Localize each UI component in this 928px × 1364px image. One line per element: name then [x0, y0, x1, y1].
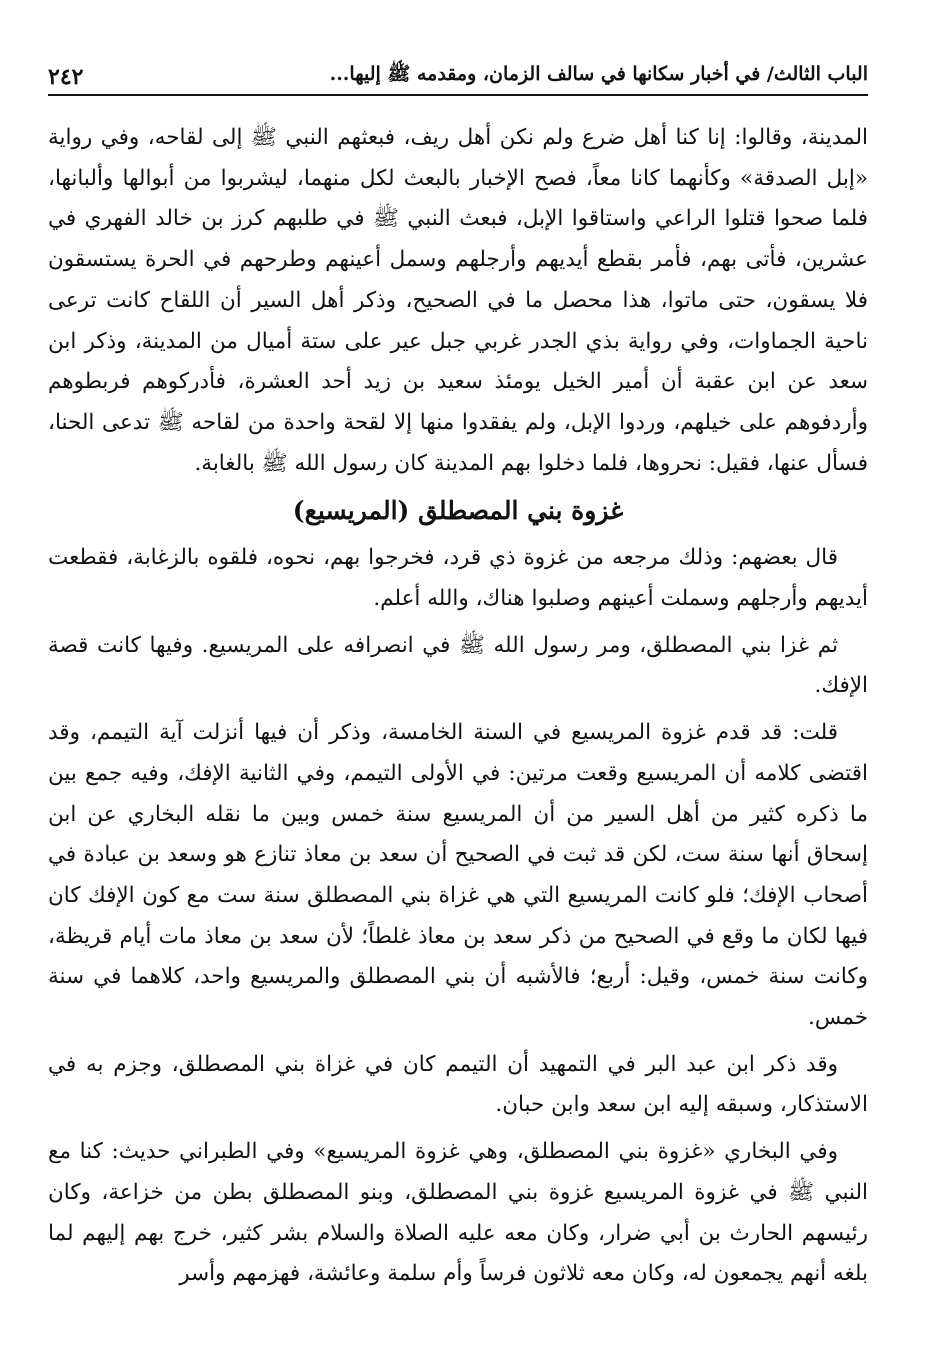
paragraph-2: قال بعضهم: وذلك مرجعه من غزوة ذي قرد، فخرجوا بهم، نحوه، فلقوه بالزغابة، فقطعت أيديهم وأرجلهم وسملت أعينهم وصلبوا هناك، والله أعلم.: [48, 545, 868, 612]
running-title: الباب الثالث/ في أخبار سكانها في سالف الزمان، ومقدمه ﷺ إليها...: [329, 63, 868, 85]
page-body: [48, 118, 868, 1295]
paragraph-5: وقد ذكر ابن عبد البر في التمهيد أن التيمم كان في غزاة بني المصطلق، وجزم به في الاستذكار، وسبقه إليه ابن سعد وابن حبان.: [48, 1051, 868, 1118]
page-header: [48, 54, 868, 96]
paragraph-6: وفي البخاري «غزوة بني المصطلق، وهي غزوة المريسيع» وفي الطبراني حديث: كنا مع النبي ﷺ في غزوة المريسيع غزوة بني المصطلق، وبنو المصطلق بطن من خزاعة، وكان رئيسهم الحارث بن أبي ضرار، وكان معه عليه الصلاة والسلام بشر كثير، خرج بهم إليهم لما بلغه أنهم يجمعون له، وكان معه ثلاثون فرساً وأم سلمة وعائشة، فهزمهم وأسر: [48, 1139, 868, 1287]
paragraph-3: ثم غزا بني المصطلق، ومر رسول الله ﷺ في انصرافه على المريسيع. وفيها كانت قصة الإفك.: [48, 632, 868, 699]
paragraph-1: المدينة، وقالوا: إنا كنا أهل ضرع ولم نكن أهل ريف، فبعثهم النبي ﷺ إلى لقاحه، وفي رواية «إبل الصدقة» وكأنهما كانا معاً، فصح الإخبار بالبعث لكل منهما، ليشربوا من أبوالها وألبانها، فلما صحوا قتلوا الراعي واستاقوا الإبل، فبعث النبي ﷺ في طلبهم كرز بن خالد الفهري في عشرين، فأتى بهم، فأمر بقطع أيديهم وأرجلهم وسمل أعينهم وطرحهم في الحرة يستسقون فلا يسقون، حتى ماتوا، هذا محصل ما في الصحيح، وذكر أهل السير أن اللقاح كانت ترعى ناحية الجماوات، وفي رواية بذي الجدر غربي جبل عير على ستة أميال من المدينة، وذكر ابن سعد عن ابن عقبة أن أمير الخيل يومئذ سعيد بن زيد أحد العشرة، فأدركوهم فربطوهم وأردفوهم على خيلهم، وردوا الإبل، ولم يفقدوا منها إلا لقحة واحدة من لقاحه ﷺ تدعى الحنا، فسأل عنها، فقيل: نحروها، فلما دخلوا بهم المدينة كان رسول الله ﷺ بالغابة.: [48, 125, 868, 476]
paragraph-4: قلت: قد قدم غزوة المريسيع في السنة الخامسة، وذكر أن فيها أنزلت آية التيمم، وقد اقتضى كلامه أن المريسيع وقعت مرتين: في الأولى التيمم، وفي الثانية الإفك، وفيه جمع بين ما ذكره كثير من أهل السير من أن المريسيع سنة خمس وبين ما نقله البخاري عن ابن إسحاق أنها سنة ست، لكن قد ثبت في الصحيح أن سعد بن معاذ تنازع هو وسعد بن عبادة في أصحاب الإفك؛ فلو كانت المريسيع التي هي غزاة بني المصطلق سنة ست مع كون الإفك كان فيها لكان ما وقع في الصحيح من ذكر سعد بن معاذ غلطاً؛ لأن سعد بن معاذ مات أيام قريظة، وكانت سنة خمس، وقيل: أربع؛ فالأشبه أن بني المصطلق والمريسيع واحد، كلاهما في سنة خمس.: [48, 720, 868, 1031]
page-number: ٢٤٢: [48, 64, 84, 90]
section-heading: غزوة بني المصطلق (المريسيع): [292, 496, 624, 526]
